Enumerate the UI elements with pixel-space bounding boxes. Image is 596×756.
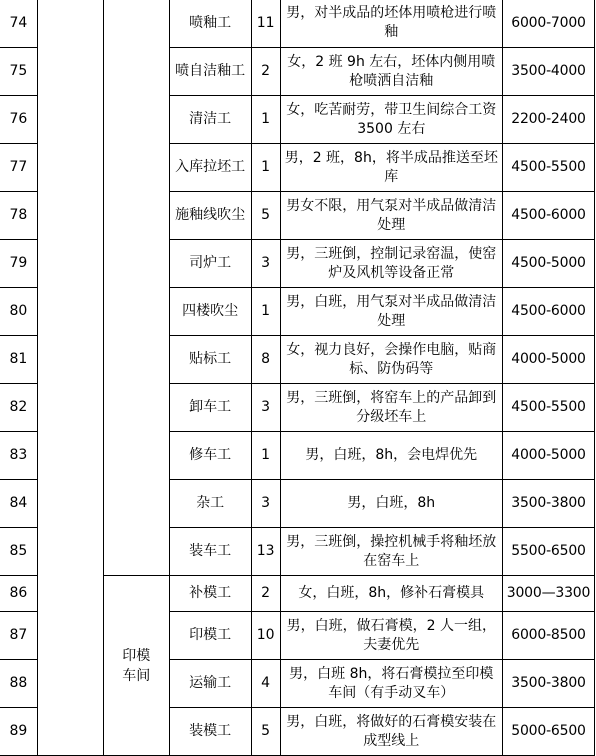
count-cell: 11 <box>251 0 280 48</box>
salary-cell: 4500-5500 <box>503 384 595 432</box>
requirement-cell: 男，三班倒，控制记录窑温，使窑炉及风机等设备正常 <box>280 240 502 288</box>
count-cell: 3 <box>251 240 280 288</box>
count-cell: 3 <box>251 480 280 528</box>
requirement-cell: 男，三班倒，将窑车上的产品卸到分级坯车上 <box>280 384 502 432</box>
position-cell: 四楼吹尘 <box>169 288 251 336</box>
row-number-cell: 88 <box>0 660 37 708</box>
requirement-cell: 男，白班，做石膏模，2 人一组，夫妻优先 <box>280 612 502 660</box>
position-cell: 运输工 <box>169 660 251 708</box>
requirement-cell: 男，白班，8h，会电焊优先 <box>280 432 502 480</box>
requirement-cell: 女，2 班 9h 左右，坯体内侧用喷枪喷洒自洁釉 <box>280 48 502 96</box>
salary-cell: 4000-5000 <box>503 432 595 480</box>
count-cell: 1 <box>251 144 280 192</box>
row-number-cell: 77 <box>0 144 37 192</box>
position-cell: 印模工 <box>169 612 251 660</box>
requirement-cell: 男，白班 8h，将石膏模拉至印模车间（有手动叉车） <box>280 660 502 708</box>
salary-cell: 4000-5000 <box>503 336 595 384</box>
position-cell: 装车工 <box>169 528 251 576</box>
requirement-cell: 男，白班，8h <box>280 480 502 528</box>
row-number-cell: 76 <box>0 96 37 144</box>
count-cell: 5 <box>251 192 280 240</box>
salary-cell: 4500-6000 <box>503 288 595 336</box>
position-cell: 修车工 <box>169 432 251 480</box>
requirement-cell: 女，白班，8h，修补石膏模具 <box>280 576 502 612</box>
row-number-cell: 86 <box>0 576 37 612</box>
salary-cell: 2200-2400 <box>503 96 595 144</box>
salary-cell: 4500-5000 <box>503 240 595 288</box>
row-number-cell: 78 <box>0 192 37 240</box>
row-number-cell: 85 <box>0 528 37 576</box>
count-cell: 1 <box>251 288 280 336</box>
requirement-cell: 男，白班，将做好的石膏模安装在成型线上 <box>280 708 502 756</box>
count-cell: 8 <box>251 336 280 384</box>
table-row <box>0 0 595 48</box>
requirement-cell: 男，三班倒，操控机械手将釉坯放在窑车上 <box>280 528 502 576</box>
row-number-cell: 84 <box>0 480 37 528</box>
salary-cell: 3500-3800 <box>503 480 595 528</box>
count-cell: 4 <box>251 660 280 708</box>
position-cell: 施釉线吹尘 <box>169 192 251 240</box>
salary-cell: 3500-4000 <box>503 48 595 96</box>
count-cell: 10 <box>251 612 280 660</box>
count-cell: 2 <box>251 576 280 612</box>
salary-cell: 3000—3300 <box>503 576 595 612</box>
row-number-cell: 82 <box>0 384 37 432</box>
workshop-cell <box>103 0 169 576</box>
requirement-cell: 男，2 班，8h，将半成品推送至坯库 <box>280 144 502 192</box>
position-cell: 入库拉坯工 <box>169 144 251 192</box>
salary-cell: 6000-8500 <box>503 612 595 660</box>
count-cell: 1 <box>251 432 280 480</box>
position-cell: 喷釉工 <box>169 0 251 48</box>
requirement-cell: 男，白班，用气泵对半成品做清洁处理 <box>280 288 502 336</box>
requirement-cell: 女，视力良好，会操作电脑，贴商标、防伪码等 <box>280 336 502 384</box>
requirement-cell: 男，对半成品的坯体用喷枪进行喷釉 <box>280 0 502 48</box>
position-cell: 补模工 <box>169 576 251 612</box>
salary-cell: 4500-6000 <box>503 192 595 240</box>
position-cell: 喷自洁釉工 <box>169 48 251 96</box>
count-cell: 2 <box>251 48 280 96</box>
requirement-cell: 男女不限，用气泵对半成品做清洁处理 <box>280 192 502 240</box>
count-cell: 5 <box>251 708 280 756</box>
requirement-cell: 女，吃苦耐劳，带卫生间综合工资 3500 左右 <box>280 96 502 144</box>
position-cell: 卸车工 <box>169 384 251 432</box>
position-cell: 装模工 <box>169 708 251 756</box>
department-cell <box>37 0 103 756</box>
row-number-cell: 75 <box>0 48 37 96</box>
row-number-cell: 83 <box>0 432 37 480</box>
count-cell: 1 <box>251 96 280 144</box>
row-number-cell: 89 <box>0 708 37 756</box>
position-cell: 司炉工 <box>169 240 251 288</box>
position-cell: 贴标工 <box>169 336 251 384</box>
salary-cell: 5000-6500 <box>503 708 595 756</box>
row-number-cell: 87 <box>0 612 37 660</box>
salary-cell: 5500-6500 <box>503 528 595 576</box>
position-cell: 清洁工 <box>169 96 251 144</box>
row-number-cell: 81 <box>0 336 37 384</box>
salary-cell: 3500-3800 <box>503 660 595 708</box>
row-number-cell: 74 <box>0 0 37 48</box>
row-number-cell: 80 <box>0 288 37 336</box>
row-number-cell: 79 <box>0 240 37 288</box>
workshop-label: 印模车间 <box>122 647 151 684</box>
workshop-cell <box>103 576 169 756</box>
salary-cell: 6000-7000 <box>503 0 595 48</box>
position-cell: 杂工 <box>169 480 251 528</box>
salary-cell: 4500-5500 <box>503 144 595 192</box>
count-cell: 3 <box>251 384 280 432</box>
count-cell: 13 <box>251 528 280 576</box>
